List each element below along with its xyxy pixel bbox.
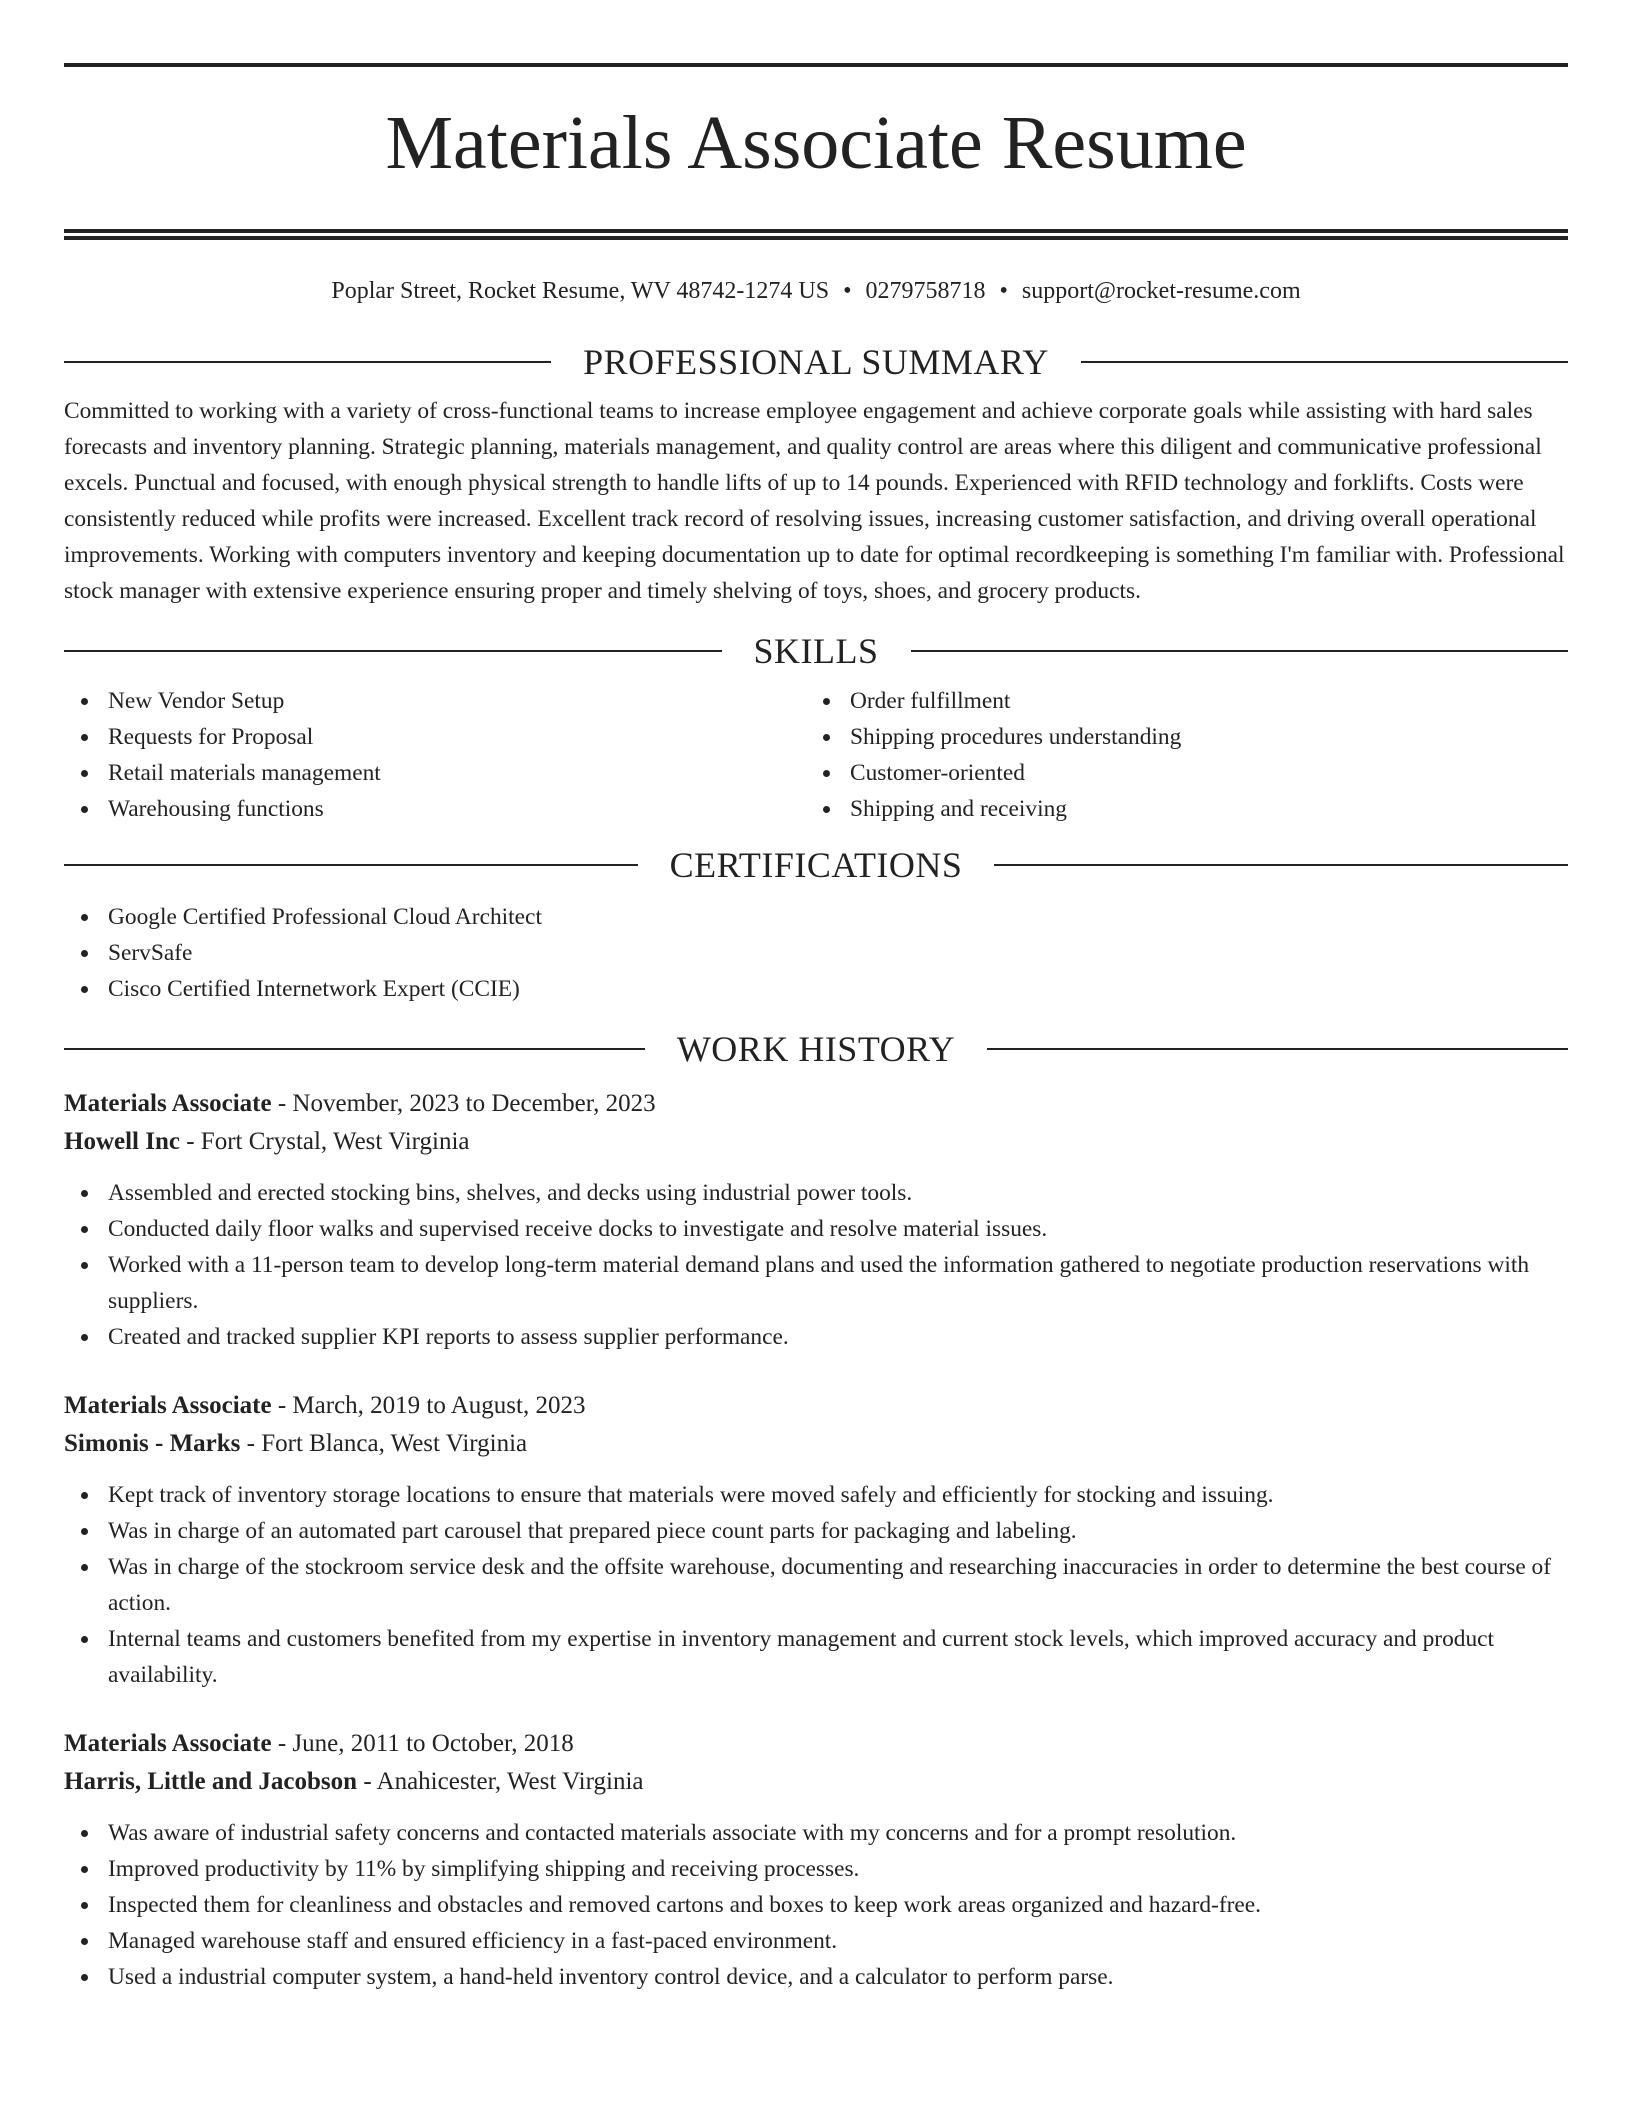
- certification-item: Google Certified Professional Cloud Architect: [64, 899, 1568, 935]
- skill-item: New Vendor Setup: [64, 683, 806, 719]
- certification-item: Cisco Certified Internetwork Expert (CCIE): [64, 971, 1568, 1007]
- job-duty: Inspected them for cleanliness and obstacles and removed cartons and boxes to keep work areas organized and hazard-free.: [64, 1887, 1568, 1923]
- heading-rule-left: [64, 864, 638, 866]
- section-title-summary: PROFESSIONAL SUMMARY: [583, 342, 1049, 382]
- job-duties-list: [64, 1477, 1568, 1693]
- job-duty: Improved productivity by 11% by simplifying shipping and receiving processes.: [64, 1851, 1568, 1887]
- section-heading-work-history: [64, 1027, 1568, 1071]
- heading-rule-left: [64, 361, 551, 363]
- job-title-line: [64, 1387, 1568, 1425]
- section-title-work-history: WORK HISTORY: [676, 1029, 956, 1069]
- job-duty: Internal teams and customers benefited from my expertise in inventory management and current stock levels, which improved accuracy and product availability.: [64, 1621, 1568, 1693]
- job-dates: - June, 2011 to October, 2018: [271, 1730, 574, 1757]
- job-company-line: [64, 1123, 1568, 1161]
- skill-item: Customer-oriented: [806, 755, 1548, 791]
- job-duty: Assembled and erected stocking bins, shelves, and decks using industrial power tools.: [64, 1175, 1568, 1211]
- job-duties-list: [64, 1815, 1568, 1995]
- skill-item: Shipping and receiving: [806, 791, 1548, 827]
- heading-rule-right: [994, 864, 1568, 866]
- certifications-list: [64, 899, 1568, 1007]
- job-entry: [64, 1387, 1568, 1693]
- job-title: Materials Associate: [64, 1090, 272, 1117]
- job-duty: Conducted daily floor walks and supervised receive docks to investigate and resolve material issues.: [64, 1211, 1568, 1247]
- heading-rule-right: [911, 650, 1569, 652]
- job-duty: Created and tracked supplier KPI reports to assess supplier performance.: [64, 1319, 1568, 1355]
- job-title-line: [64, 1725, 1568, 1763]
- job-title: Materials Associate: [64, 1730, 272, 1757]
- header-top-rule: [64, 63, 1568, 67]
- job-duties-list: [64, 1175, 1568, 1355]
- section-heading-skills: [64, 629, 1568, 673]
- job-company: Simonis - Marks: [64, 1430, 241, 1457]
- job-location: - Fort Blanca, West Virginia: [240, 1430, 528, 1457]
- job-location: - Anahicester, West Virginia: [357, 1768, 644, 1795]
- skill-item: Warehousing functions: [64, 791, 806, 827]
- skills-list-right: [806, 683, 1548, 827]
- job-title-line: [64, 1085, 1568, 1123]
- contact-line: [64, 276, 1568, 306]
- job-duty: Kept track of inventory storage locations to ensure that materials were moved safely and efficiently for stocking and issuing.: [64, 1477, 1568, 1513]
- certification-item: ServSafe: [64, 935, 1568, 971]
- skills-list-left: [64, 683, 806, 827]
- job-duty: Managed warehouse staff and ensured efficiency in a fast-paced environment.: [64, 1923, 1568, 1959]
- professional-summary-text: Committed to working with a variety of cross-functional teams to increase employee engagement and achieve corporate goals while assisting with hard sales forecasts and inventory planning. Strategic planning, materials management, and quality control are areas where this diligent and communicative professional excels. Punctual and focused, with enough physical strength to handle lifts of up to 14 pounds. Experienced with RFID technology and forklifts. Costs were consistently reduced while profits were increased. Excellent track record of resolving issues, increasing customer satisfaction, and driving overall operational improvements. Working with computers inventory and keeping documentation up to date for optimal recordkeeping is something I'm familiar with. Professional stock manager with extensive experience ensuring proper and timely shelving of toys, shoes, and grocery products.: [64, 398, 1565, 604]
- job-duty: Was in charge of an automated part carousel that prepared piece count parts for packaging and labeling.: [64, 1513, 1568, 1549]
- job-duty: Was aware of industrial safety concerns and contacted materials associate with my concerns and for a prompt resolution.: [64, 1815, 1568, 1851]
- section-title-skills: SKILLS: [753, 631, 879, 671]
- heading-rule-right: [1081, 361, 1568, 363]
- job-dates: - November, 2023 to December, 2023: [271, 1090, 656, 1117]
- job-company-line: [64, 1425, 1568, 1463]
- heading-rule-left: [64, 1048, 645, 1050]
- skill-item: Shipping procedures understanding: [806, 719, 1548, 755]
- skills-grid: [64, 683, 1568, 827]
- job-entry: [64, 1725, 1568, 1995]
- section-heading-certifications: [64, 843, 1568, 887]
- contact-separator: •: [999, 278, 1008, 304]
- header-double-rule: [64, 229, 1568, 240]
- job-company: Harris, Little and Jacobson: [64, 1768, 358, 1795]
- skill-item: Retail materials management: [64, 755, 806, 791]
- job-dates: - March, 2019 to August, 2023: [271, 1392, 586, 1419]
- contact-separator: •: [843, 278, 852, 304]
- job-company-line: [64, 1763, 1568, 1801]
- job-duty: Was in charge of the stockroom service desk and the offsite warehouse, documenting and researching inaccuracies in order to determine the best course of action.: [64, 1549, 1568, 1621]
- skill-item: Order fulfillment: [806, 683, 1548, 719]
- section-title-certifications: CERTIFICATIONS: [669, 845, 963, 885]
- job-entry: [64, 1085, 1568, 1355]
- contact-email: support@rocket-resume.com: [1021, 278, 1301, 304]
- job-title: Materials Associate: [64, 1392, 272, 1419]
- skill-item: Requests for Proposal: [64, 719, 806, 755]
- contact-address: Poplar Street, Rocket Resume, WV 48742-1274 US: [331, 278, 830, 304]
- job-duty: Used a industrial computer system, a hand-held inventory control device, and a calculator to perform parse.: [64, 1959, 1568, 1995]
- job-location: - Fort Crystal, West Virginia: [179, 1128, 470, 1155]
- resume-title: Materials Associate Resume: [385, 101, 1247, 185]
- job-company: Howell Inc: [64, 1128, 180, 1155]
- heading-rule-right: [987, 1048, 1568, 1050]
- section-heading-summary: [64, 340, 1568, 384]
- heading-rule-left: [64, 650, 722, 652]
- contact-phone: 0279758718: [865, 278, 986, 304]
- job-duty: Worked with a 11-person team to develop long-term material demand plans and used the information gathered to negotiate production reservations with suppliers.: [64, 1247, 1568, 1319]
